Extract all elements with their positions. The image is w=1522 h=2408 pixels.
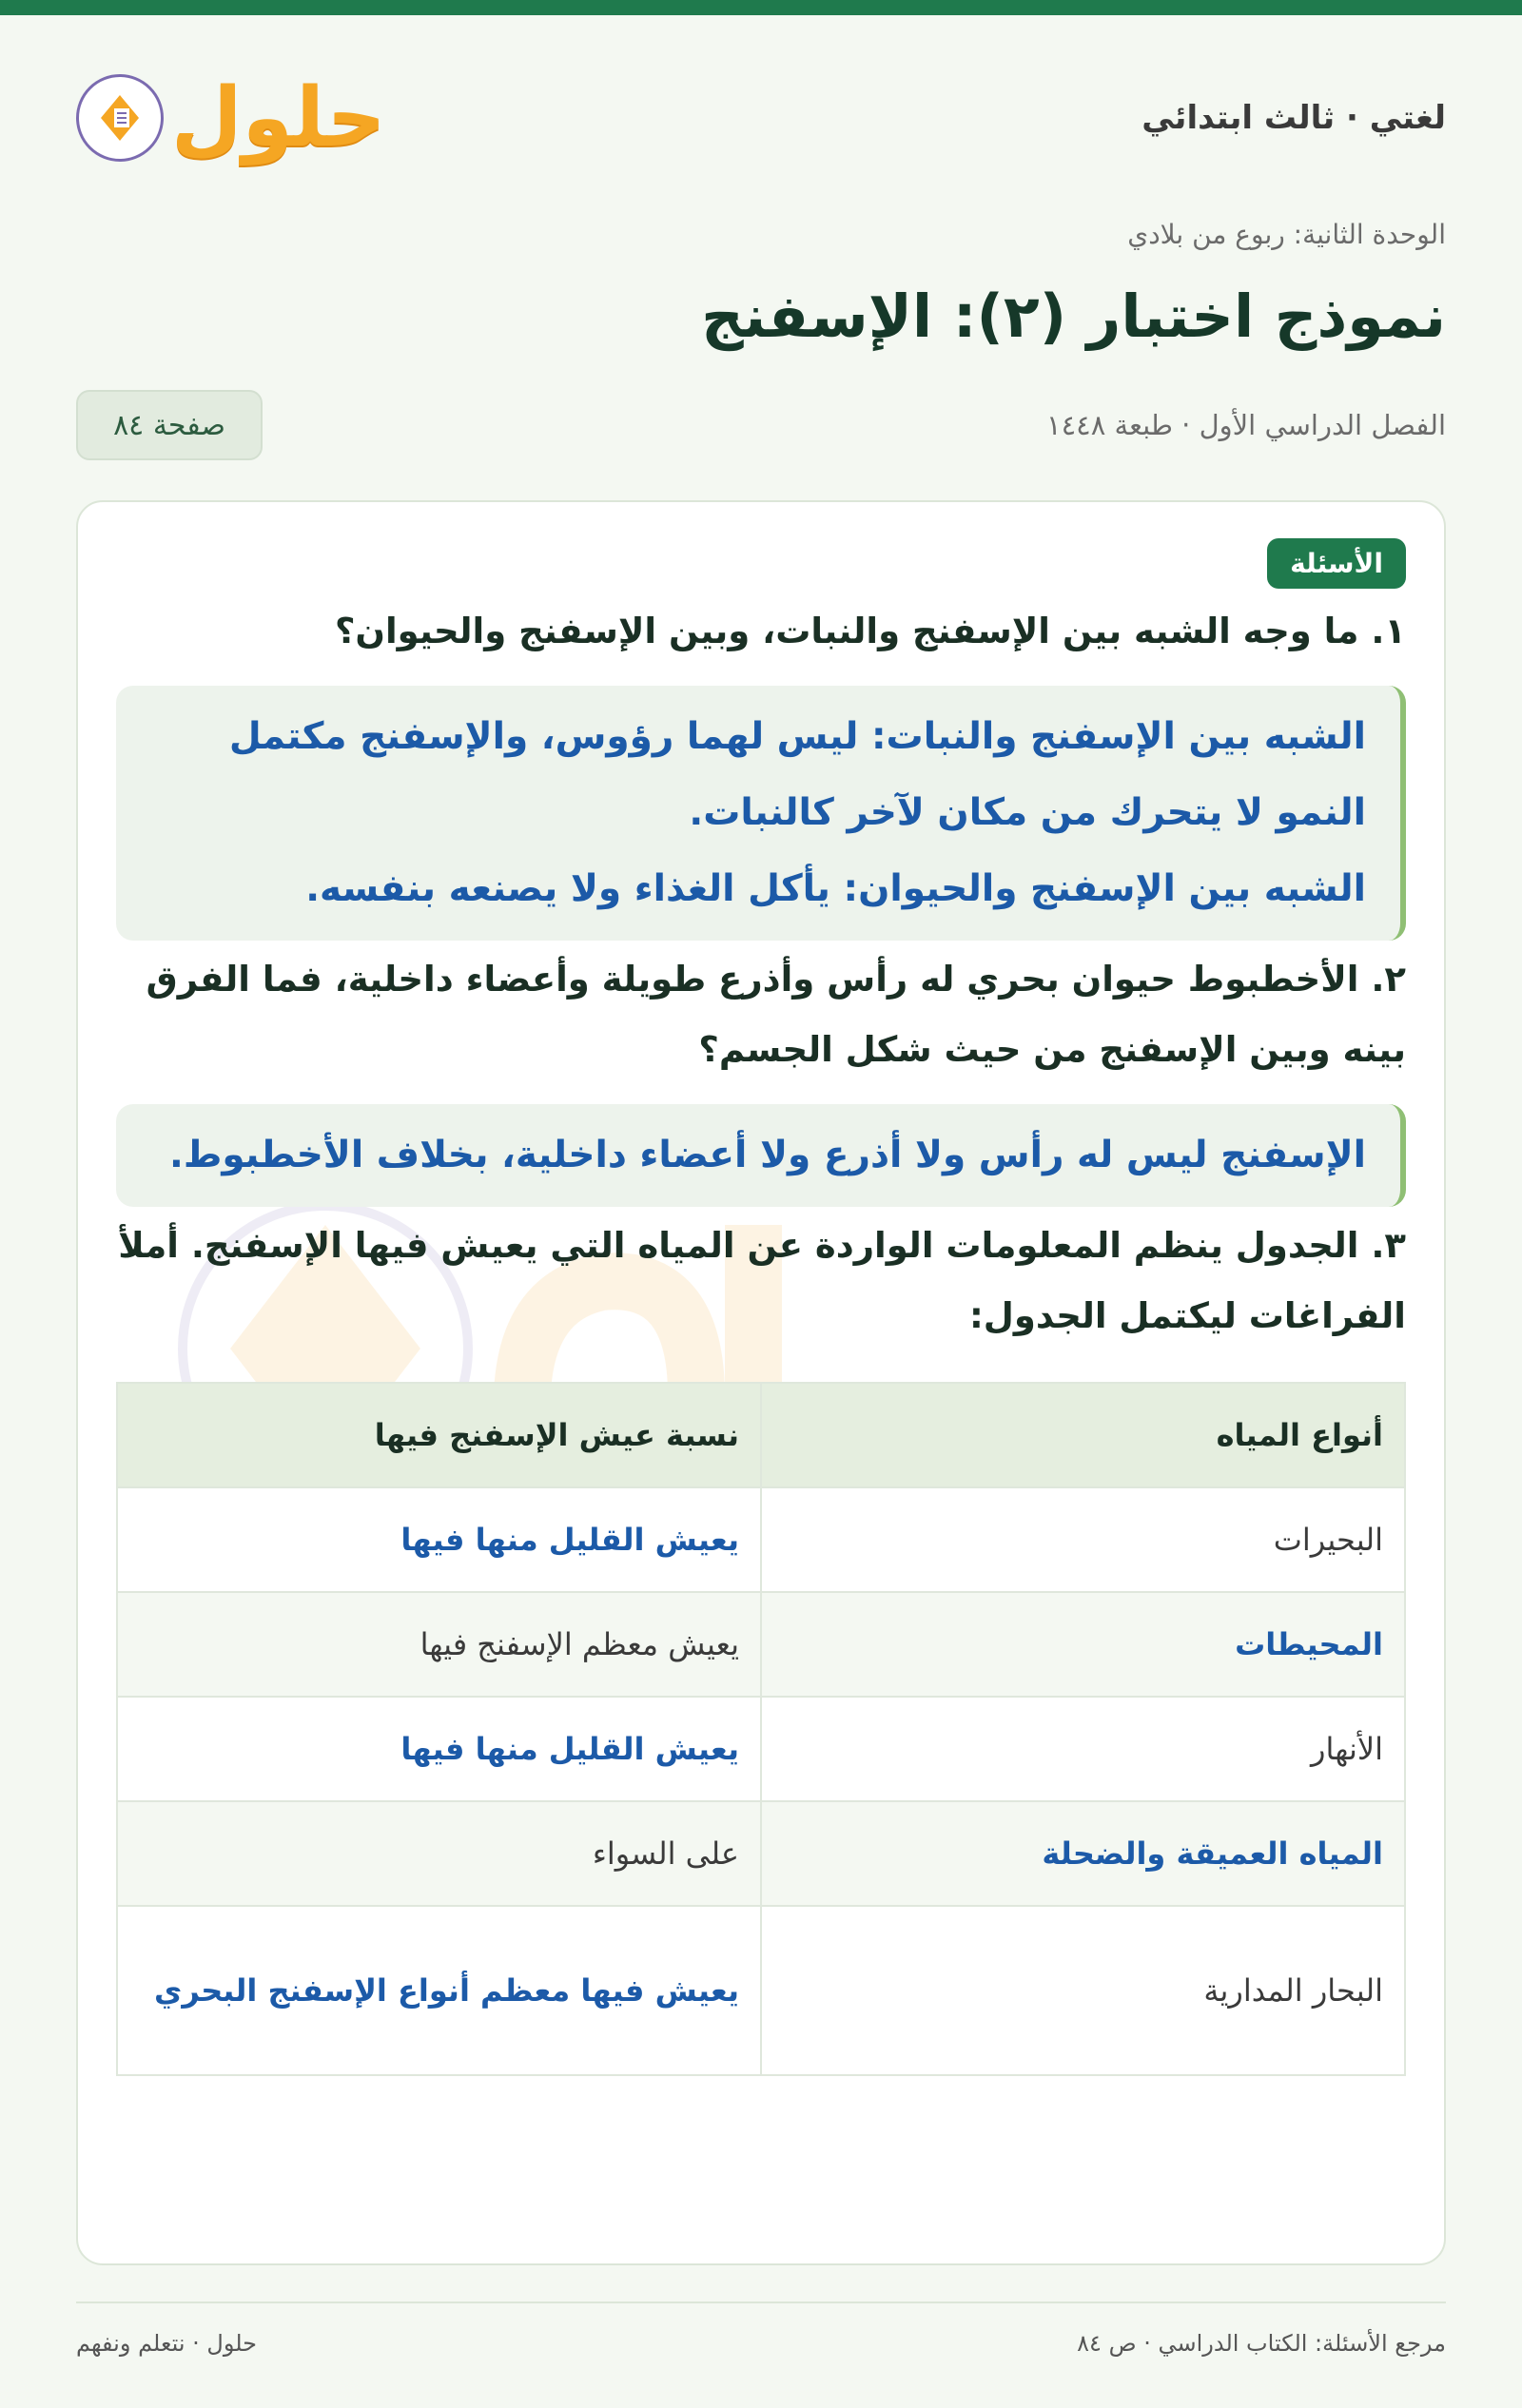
answer-2-line-1: الإسفنج ليس له رأس ولا أذرع ولا أعضاء داخلية، بخلاف الأخطبوط. (169, 1134, 1366, 1176)
meta-row (76, 392, 1446, 458)
unit-label: الوحدة الثانية: ربوع من بلادي (1127, 219, 1446, 250)
table-row (117, 1697, 1405, 1801)
table-cell-water: المياه العميقة والضحلة (761, 1801, 1405, 1906)
table-header-water: أنواع المياه (761, 1383, 1405, 1487)
section-tag: الأسئلة (1267, 538, 1406, 589)
questions-card (76, 500, 1446, 2265)
answer-1-line-1: الشبه بين الإسفنج والنبات: ليس لهما رؤوس، والإسفنج مكتمل النمو لا يتحرك من مكان لآخر كالنبات. (228, 715, 1366, 834)
table-cell-ratio: يعيش معظم الإسفنج فيها (117, 1592, 761, 1697)
footer-tagline: حلول · نتعلم ونفهم (76, 2330, 257, 2357)
semester-edition: الفصل الدراسي الأول · طبعة ١٤٤٨ (1046, 409, 1446, 441)
answer-1-line-2: الشبه بين الإسفنج والحيوان: يأكل الغذاء ولا يصنعه بنفسه. (305, 867, 1366, 910)
table-cell-water: البحار المدارية (761, 1906, 1405, 2075)
question-3: ٣. الجدول ينظم المعلومات الواردة عن المياه التي يعيش فيها الإسفنج. أملأ الفراغات ليكتمل الجدول: (118, 1225, 1406, 1336)
table-cell-ratio: يعيش القليل منها فيها (117, 1697, 761, 1801)
table-cell-water: المحيطات (761, 1592, 1405, 1697)
page-number-badge: صفحة ٨٤ (76, 390, 263, 460)
top-accent-bar (0, 0, 1522, 15)
footer-divider (76, 2301, 1446, 2303)
table-row (117, 1592, 1405, 1697)
table-cell-ratio: يعيش فيها معظم أنواع الإسفنج البحري (117, 1906, 761, 2075)
question-2: ٢. الأخطبوط حيوان بحري له رأس وأذرع طويلة وأعضاء داخلية، فما الفرق بينه وبين الإسفنج من حيث شكل الجسم؟ (146, 959, 1406, 1070)
table-cell-water: الأنهار (761, 1697, 1405, 1801)
card-content (116, 538, 1406, 2076)
logo-wordmark: حلول (171, 70, 386, 165)
table-row (117, 1801, 1405, 1906)
page-header (76, 61, 1446, 175)
table-row (117, 1487, 1405, 1592)
answer-2 (116, 1104, 1406, 1207)
question-1: ١. ما وجه الشبه بين الإسفنج والنبات، وبين الإسفنج والحيوان؟ (334, 611, 1406, 651)
table-cell-water: البحيرات (761, 1487, 1405, 1592)
page-footer (76, 2330, 1446, 2357)
answer-1 (116, 686, 1406, 941)
footer-reference: مرجع الأسئلة: الكتاب الدراسي · ص ٨٤ (1077, 2330, 1446, 2357)
subject-grade-title: لغتي · ثالث ابتدائي (1142, 99, 1446, 137)
table-cell-ratio: يعيش القليل منها فيها (117, 1487, 761, 1592)
water-types-table (116, 1382, 1406, 2076)
book-icon (76, 74, 164, 162)
brand-logo (76, 70, 386, 165)
table-header-ratio: نسبة عيش الإسفنج فيها (117, 1383, 761, 1487)
table-cell-ratio: على السواء (117, 1801, 761, 1906)
page-title: نموذج اختبار (٢): الإسفنج (701, 282, 1446, 351)
table-row (117, 1906, 1405, 2075)
